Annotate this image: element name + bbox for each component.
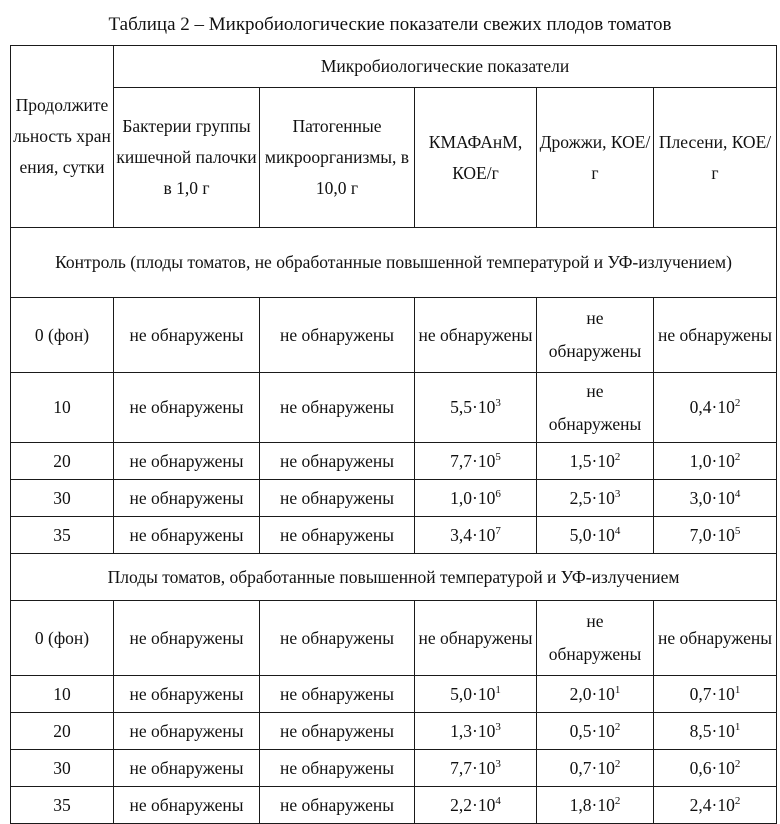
cell-day xyxy=(11,713,114,750)
table-row xyxy=(11,787,777,824)
table-row xyxy=(11,298,777,373)
cell-value: не обнаружены xyxy=(129,757,244,778)
exponent: 6 xyxy=(495,487,501,500)
exponent: 2 xyxy=(734,450,741,463)
cell-kmafanm xyxy=(415,373,537,443)
table-row xyxy=(11,750,777,787)
cell-value: не обнаружены xyxy=(129,397,244,417)
cell-pathogen xyxy=(260,517,415,554)
exponent: 2 xyxy=(614,794,621,807)
cell-mold xyxy=(654,601,777,676)
cell-kmafanm xyxy=(415,713,537,750)
section-title-row xyxy=(11,228,777,298)
header-col-mold xyxy=(654,88,777,228)
cell-pathogen xyxy=(260,713,415,750)
cell-value: $0,6\cdot 10^2$ xyxy=(689,757,741,778)
cell-value: $1,8\cdot 10^2$ xyxy=(569,794,621,815)
day-label: 35 xyxy=(53,794,71,815)
cell-day xyxy=(11,443,114,480)
cell-value: $1,5\cdot 10^2$ xyxy=(569,450,621,471)
header-duration-label: Продолжительность хранения, сутки xyxy=(13,95,111,177)
day-label: 30 xyxy=(53,487,71,508)
cell-bgkp xyxy=(114,713,260,750)
header-col-pathogen xyxy=(260,88,415,228)
cell-mold xyxy=(654,517,777,554)
day-label: 30 xyxy=(53,757,71,778)
table-row xyxy=(11,713,777,750)
cell-mold xyxy=(654,373,777,443)
cell-day xyxy=(11,787,114,824)
cell-kmafanm xyxy=(415,676,537,713)
cell-bgkp xyxy=(114,373,260,443)
cell-yeast xyxy=(537,373,654,443)
cell-mold xyxy=(654,298,777,373)
exponent: 4 xyxy=(614,524,621,537)
cell-day xyxy=(11,373,114,443)
cell-yeast xyxy=(537,787,654,824)
exponent: 4 xyxy=(734,487,741,500)
header-col-bgkp xyxy=(114,88,260,228)
cell-yeast xyxy=(537,601,654,676)
cell-kmafanm xyxy=(415,480,537,517)
cell-value: $2,0\cdot 10^1$ xyxy=(569,683,621,704)
cell-yeast xyxy=(537,676,654,713)
cell-value: $7,0\cdot 10^5$ xyxy=(689,524,741,545)
exponent: 2 xyxy=(734,794,741,807)
day-label: 0 (фон) xyxy=(34,324,90,345)
cell-bgkp xyxy=(114,750,260,787)
table-row xyxy=(11,480,777,517)
table-row xyxy=(11,676,777,713)
day-label: 35 xyxy=(53,524,71,545)
table-row xyxy=(11,373,777,443)
cell-kmafanm xyxy=(415,787,537,824)
cell-value: не обнаружены xyxy=(418,627,533,648)
table-caption: Таблица 2 – Микробиологические показатели свежих плодов томатов xyxy=(108,14,672,35)
header-group xyxy=(114,46,777,88)
header-col-mold-label: Плесени, КОЕ/г xyxy=(658,131,772,183)
cell-value: $3,4\cdot 10^7$ xyxy=(450,524,501,545)
cell-value: $7,7\cdot 10^5$ xyxy=(450,450,501,471)
section-title-label: Плоды томатов, обработанные повышенной температурой и УФ-излучением xyxy=(107,566,680,587)
cell-bgkp xyxy=(114,298,260,373)
cell-pathogen xyxy=(260,298,415,373)
cell-value: не обнаружены xyxy=(279,324,395,345)
cell-value: $2,4\cdot 10^2$ xyxy=(689,794,741,815)
cell-value: не обнаружены xyxy=(279,683,395,704)
cell-day xyxy=(11,601,114,676)
cell-value: $8,5\cdot 10^1$ xyxy=(689,720,741,741)
header-row-2 xyxy=(11,88,777,228)
exponent: 2 xyxy=(614,720,621,733)
cell-yeast xyxy=(537,298,654,373)
cell-value: $0,7\cdot 10^2$ xyxy=(569,757,621,778)
exponent: 3 xyxy=(495,757,501,770)
cell-mold xyxy=(654,787,777,824)
cell-yeast xyxy=(537,480,654,517)
exponent: 1 xyxy=(495,683,501,696)
cell-value: $5,0\cdot 10^4$ xyxy=(569,524,621,545)
header-group-label: Микробиологические показатели xyxy=(320,56,570,76)
exponent: 7 xyxy=(495,524,501,537)
cell-kmafanm xyxy=(415,750,537,787)
cell-value: $2,5\cdot 10^3$ xyxy=(569,487,621,508)
cell-value: $1,3\cdot 10^3$ xyxy=(450,720,501,741)
cell-value: $1,0\cdot 10^6$ xyxy=(450,487,501,508)
header-col-pathogen-label: Патогенные микроорганизмы, в 10,0 г xyxy=(264,116,410,198)
header-duration xyxy=(11,46,114,228)
cell-pathogen xyxy=(260,750,415,787)
cell-day xyxy=(11,676,114,713)
cell-mold xyxy=(654,480,777,517)
exponent: 5 xyxy=(495,450,501,463)
exponent: 2 xyxy=(734,397,741,410)
cell-day xyxy=(11,480,114,517)
cell-day xyxy=(11,517,114,554)
cell-day xyxy=(11,750,114,787)
exponent: 1 xyxy=(734,720,741,733)
cell-value: не обнаружены xyxy=(418,324,533,345)
cell-value: $2,2\cdot 10^4$ xyxy=(450,794,501,815)
section-title-row xyxy=(11,554,777,601)
cell-value: не обнаружены xyxy=(548,611,642,664)
cell-pathogen xyxy=(260,787,415,824)
cell-value: не обнаружены xyxy=(279,627,395,648)
cell-value: $3,0\cdot 10^4$ xyxy=(689,487,741,508)
cell-value: не обнаружены xyxy=(129,794,244,815)
cell-bgkp xyxy=(114,443,260,480)
cell-mold xyxy=(654,750,777,787)
day-label: 0 (фон) xyxy=(34,627,90,648)
cell-day xyxy=(11,298,114,373)
cell-pathogen xyxy=(260,601,415,676)
cell-kmafanm xyxy=(415,443,537,480)
exponent: 4 xyxy=(495,794,501,807)
exponent: 1 xyxy=(734,683,741,696)
cell-pathogen xyxy=(260,443,415,480)
cell-value: не обнаружены xyxy=(129,720,244,741)
cell-pathogen xyxy=(260,373,415,443)
exponent: 2 xyxy=(614,757,621,770)
cell-yeast xyxy=(537,517,654,554)
cell-yeast xyxy=(537,713,654,750)
cell-value: $0,5\cdot 10^2$ xyxy=(569,720,621,741)
microbiology-table xyxy=(10,45,777,824)
section-title xyxy=(11,228,777,298)
cell-value: не обнаружены xyxy=(657,627,773,648)
cell-bgkp xyxy=(114,517,260,554)
section-title xyxy=(11,554,777,601)
exponent: 1 xyxy=(614,683,621,696)
exponent: 3 xyxy=(495,720,501,733)
cell-mold xyxy=(654,713,777,750)
exponent: 2 xyxy=(614,450,621,463)
table-row xyxy=(11,443,777,480)
table-row xyxy=(11,601,777,676)
cell-value: не обнаружены xyxy=(129,683,244,704)
cell-mold xyxy=(654,676,777,713)
cell-value: не обнаружены xyxy=(129,627,244,648)
header-col-kmafanm-label: КМАФАнМ, КОЕ/г xyxy=(428,131,523,183)
header-row-1 xyxy=(11,46,777,88)
cell-value: не обнаружены xyxy=(129,487,244,508)
cell-bgkp xyxy=(114,787,260,824)
cell-kmafanm xyxy=(415,517,537,554)
cell-value: не обнаружены xyxy=(129,450,244,471)
cell-value: $1,0\cdot 10^2$ xyxy=(689,450,741,471)
cell-kmafanm xyxy=(415,298,537,373)
cell-value: $0,4\cdot 10^2$ xyxy=(689,397,741,417)
cell-bgkp xyxy=(114,480,260,517)
header-col-kmafanm xyxy=(415,88,537,228)
cell-value: $5,0\cdot 10^1$ xyxy=(450,683,501,704)
day-label: 20 xyxy=(53,450,71,471)
cell-value: не обнаружены xyxy=(279,450,395,471)
cell-value: не обнаружены xyxy=(548,308,642,361)
day-label: 10 xyxy=(53,397,71,417)
cell-bgkp xyxy=(114,676,260,713)
exponent: 2 xyxy=(734,757,741,770)
cell-yeast xyxy=(537,443,654,480)
header-col-yeast-label: Дрожжи, КОЕ/г xyxy=(539,131,651,183)
section-title-label: Контроль (плоды томатов, не обработанные повышенной температурой и УФ-излучением) xyxy=(55,252,732,272)
exponent: 3 xyxy=(614,487,621,500)
cell-pathogen xyxy=(260,676,415,713)
exponent: 5 xyxy=(734,524,741,537)
cell-value: не обнаружены xyxy=(279,720,395,741)
day-label: 20 xyxy=(53,720,71,741)
table-row xyxy=(11,517,777,554)
cell-value: не обнаружены xyxy=(279,794,395,815)
cell-value: не обнаружены xyxy=(129,324,244,345)
cell-value: не обнаружены xyxy=(279,487,395,508)
cell-mold xyxy=(654,443,777,480)
cell-yeast xyxy=(537,750,654,787)
exponent: 3 xyxy=(495,397,501,410)
cell-bgkp xyxy=(114,601,260,676)
cell-value: не обнаружены xyxy=(129,524,244,545)
cell-value: не обнаружены xyxy=(279,757,395,778)
cell-value: не обнаружены xyxy=(279,397,395,417)
day-label: 10 xyxy=(53,683,71,704)
cell-value: не обнаружены xyxy=(657,324,773,345)
header-col-bgkp-label: Бактерии группы кишечной палочки в 1,0 г xyxy=(116,116,257,198)
cell-value: $5,5\cdot 10^3$ xyxy=(450,397,501,417)
cell-value: не обнаружены xyxy=(548,380,642,434)
cell-value: $7,7\cdot 10^3$ xyxy=(450,757,501,778)
cell-kmafanm xyxy=(415,601,537,676)
cell-pathogen xyxy=(260,480,415,517)
cell-value: $0,7\cdot 10^1$ xyxy=(689,683,741,704)
cell-value: не обнаружены xyxy=(279,524,395,545)
header-col-yeast xyxy=(537,88,654,228)
